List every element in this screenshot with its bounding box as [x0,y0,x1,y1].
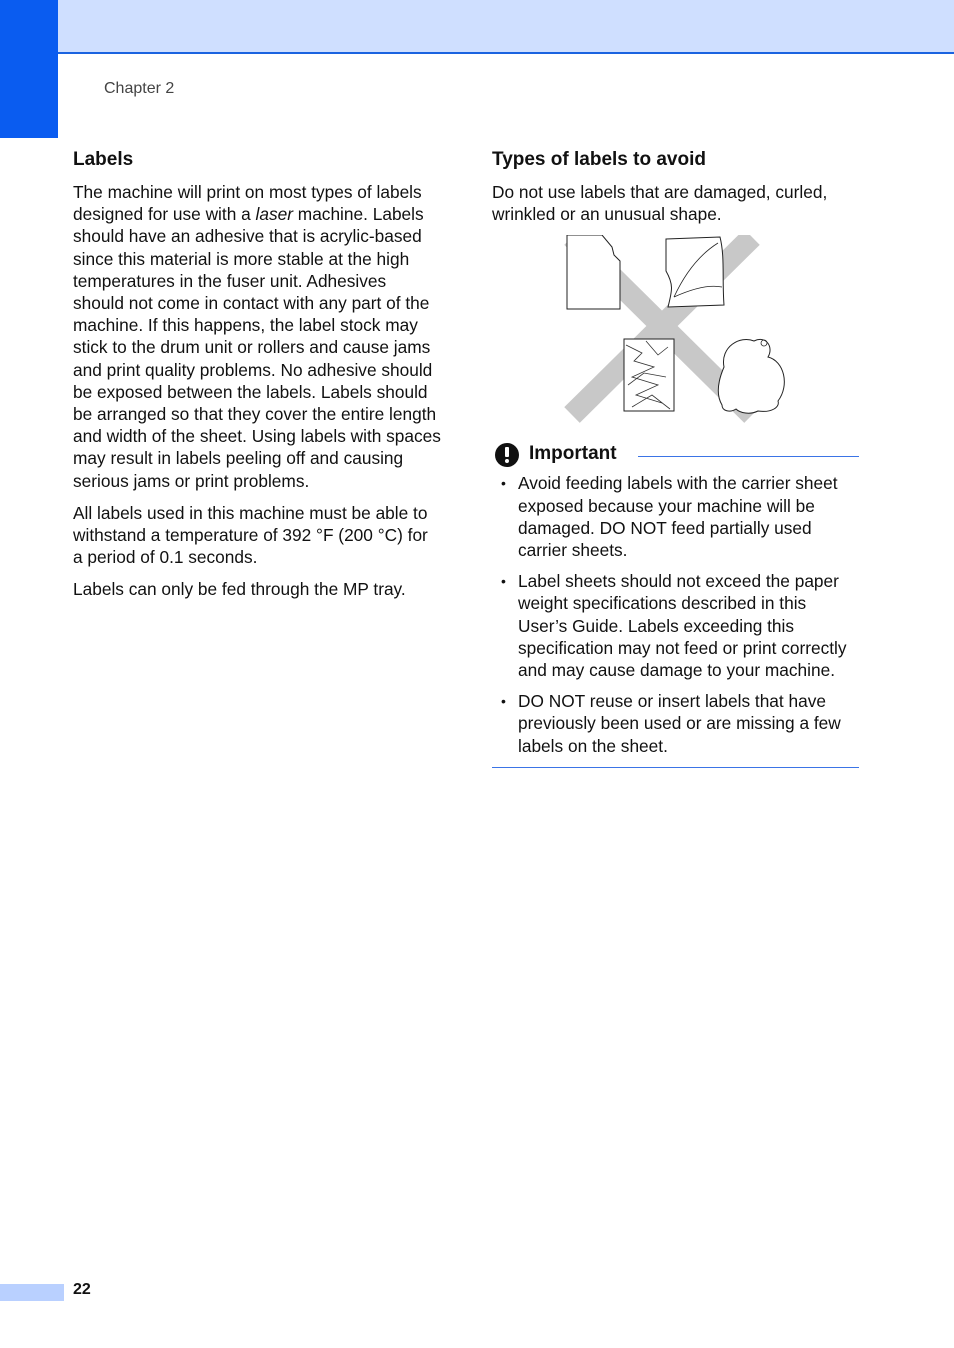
bullet: • [501,693,506,710]
list-item: • Avoid feeding labels with the carrier sheet exposed because your machine will be damaged. DO NOT feed partially used carrier sheets. [501,473,838,561]
important-list [492,472,860,756]
footer-band [0,1284,64,1301]
list-item: • DO NOT reuse or insert labels that have previously been used or are missing a few labels on the sheet. [501,691,841,756]
labels-paragraph-2: All labels used in this machine must be able to withstand a temperature of 392 °F (200 °C) for a period of 0.1 seconds. [73,502,428,568]
list-item: • Label sheets should not exceed the paper weight specifications described in this User’s Guide. Labels exceeding this specification may not feed or print correctly and may cause damage to your machine. [501,571,847,681]
emphasis-laser: laser [255,204,293,225]
chapter-side-tab [0,0,58,138]
exclamation-icon [495,443,519,467]
important-rule [638,456,859,457]
header-band [0,0,954,54]
types-heading: Types of labels to avoid [492,149,706,170]
chapter-label: Chapter 2 [104,80,175,97]
important-bottom-rule [492,767,859,768]
page-number: 22 [73,1281,91,1298]
bullet: • [501,475,506,492]
important-title: Important [529,443,617,465]
right-column [492,148,860,768]
crossed-out-damaged-labels [562,235,792,430]
types-intro: Do not use labels that are damaged, curled, wrinkled or an unusual shape. [492,182,828,225]
left-column [73,148,441,611]
damaged-labels-figure [562,235,792,430]
important-header [492,440,860,470]
labels-paragraph-3: Labels can only be fed through the MP tray. [73,579,406,600]
labels-paragraph-1: The machine will print on most types of labels designed for use with a laser machine. Labels should have an adhesive that is acrylic-based since this material is more stable at the high temperatures in the fuser unit. Adhesives should not come in contact with any part of the machine. If this happens, the label stock may stick to the drum unit or rollers and cause jams and print quality problems. No adhesive should be exposed between the labels. Labels should be arranged so that they cover the entire length and width of the sheet. Using labels with spaces may result in labels peeling off and causing serious jams or print problems. [73,182,441,491]
bullet: • [501,573,506,590]
labels-heading: Labels [73,149,134,170]
